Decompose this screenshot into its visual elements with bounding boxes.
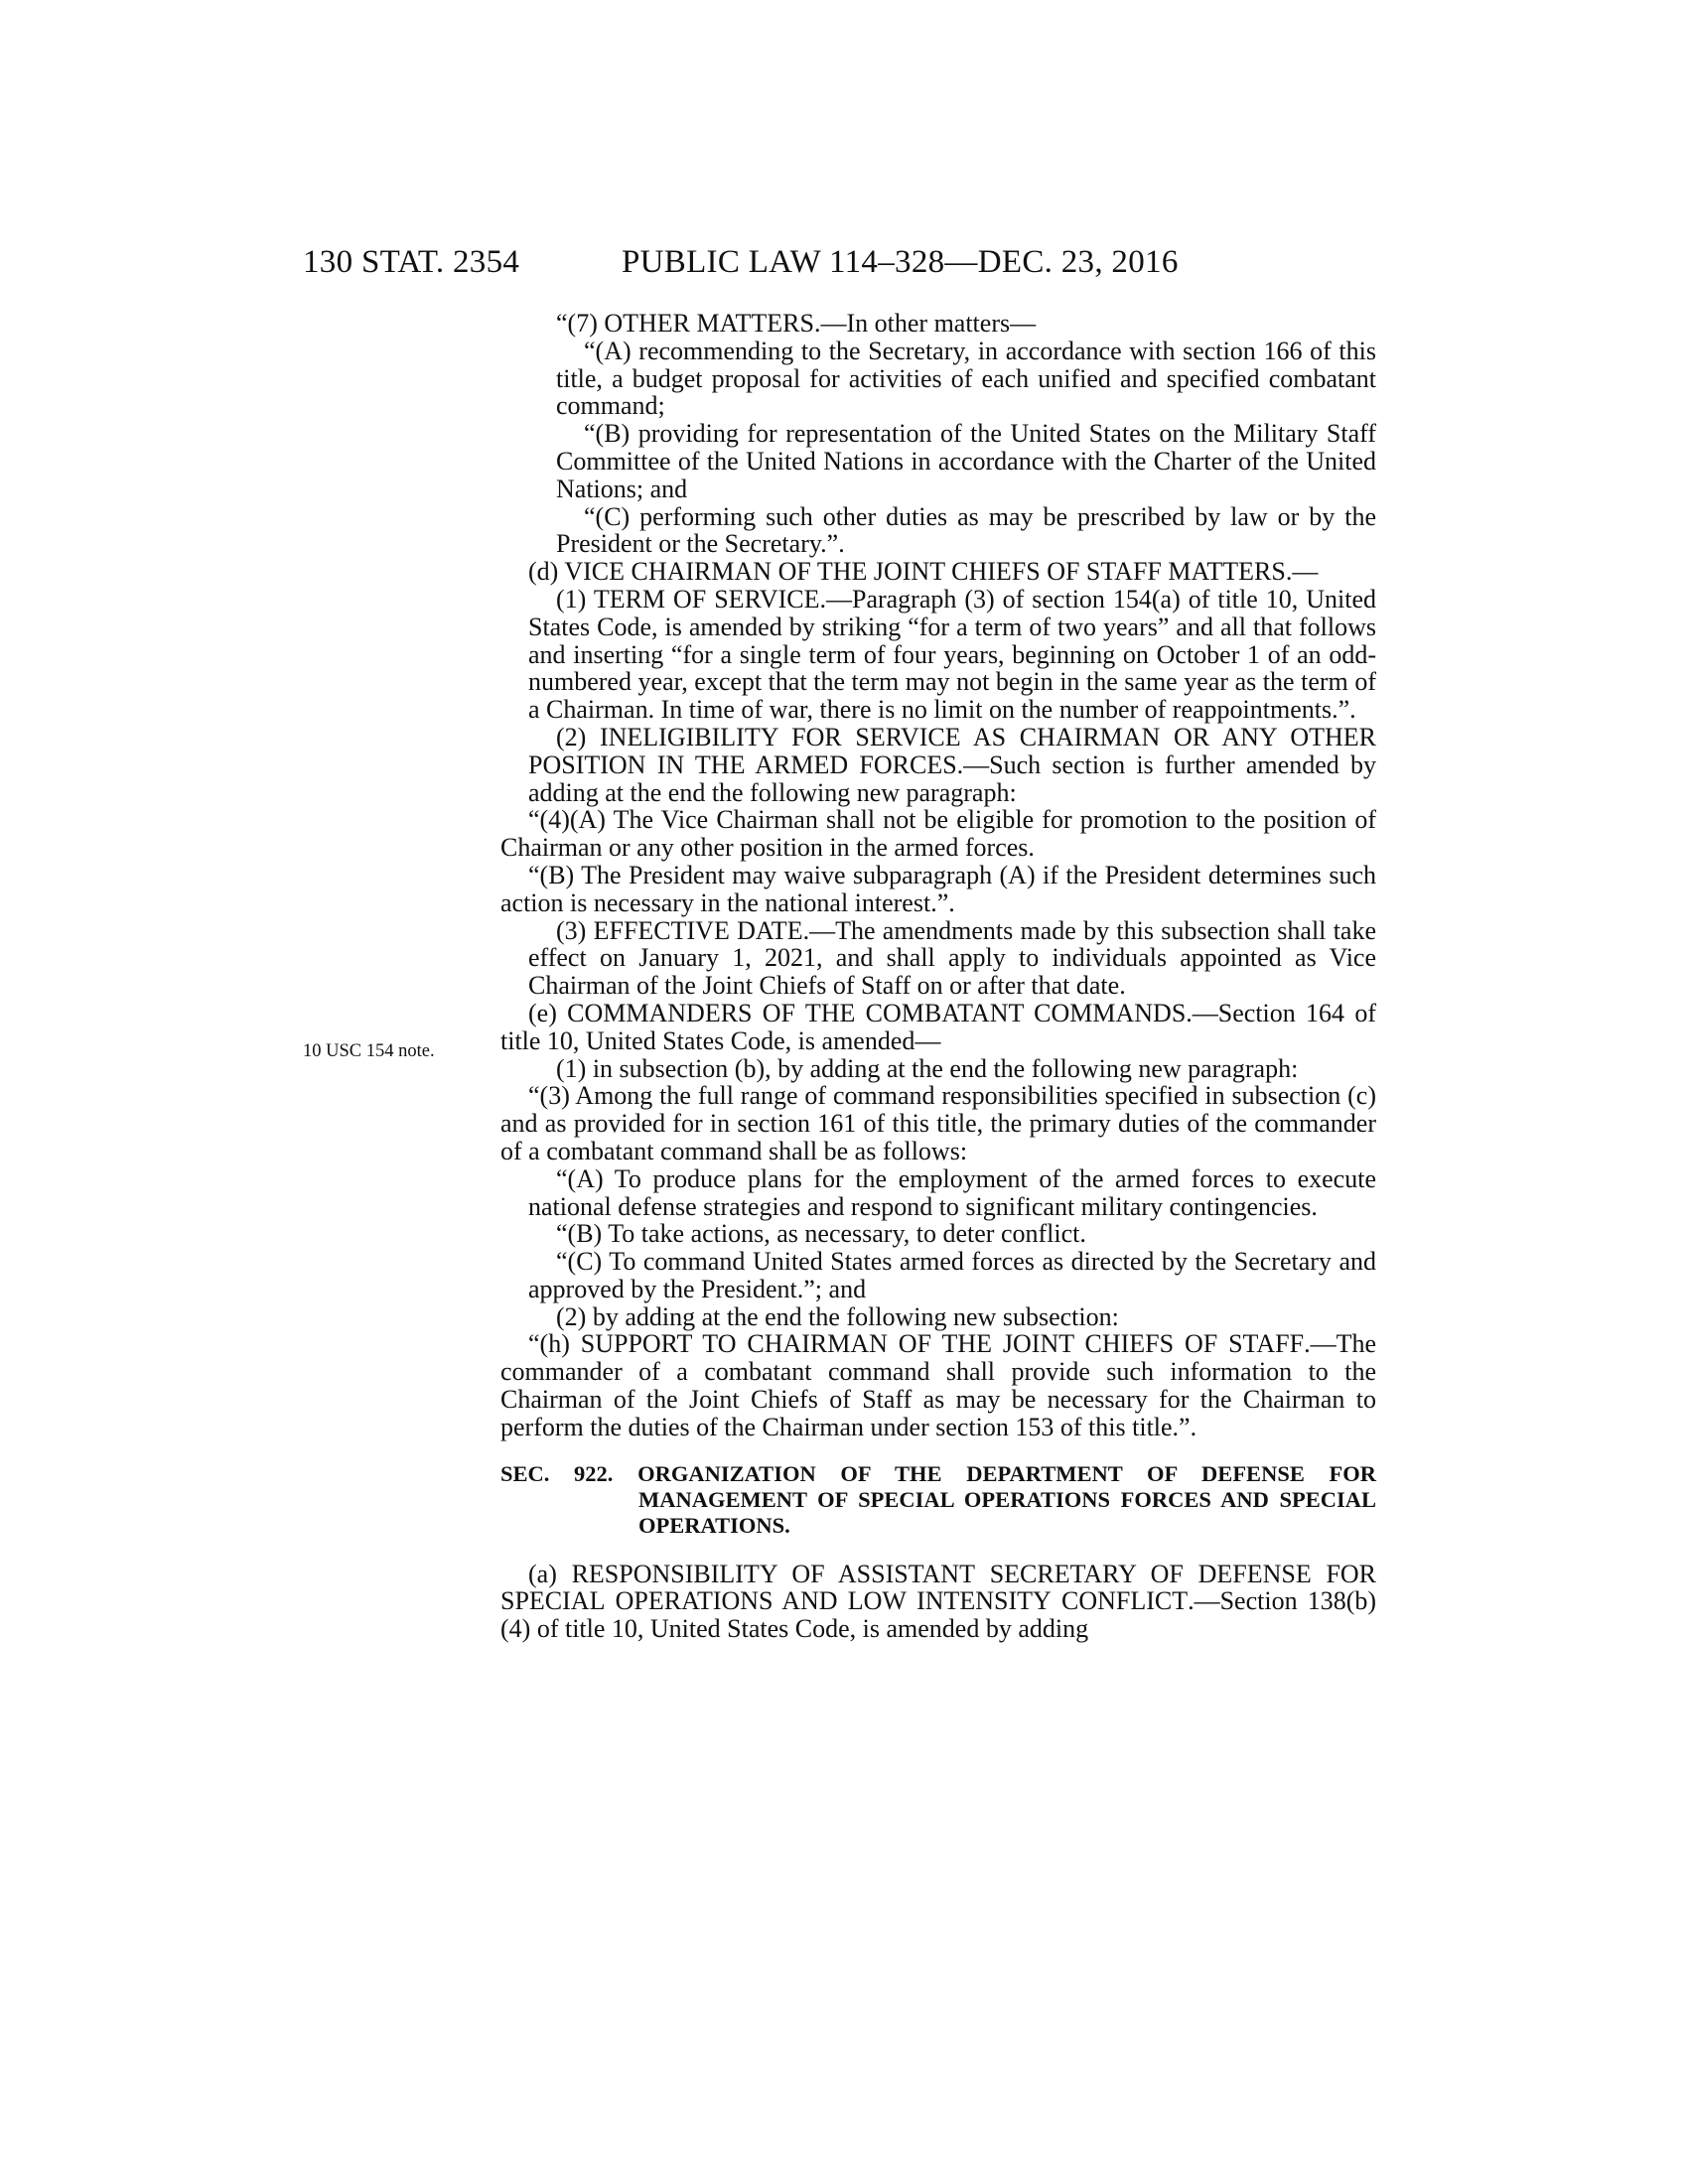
section-922-heading: SEC. 922. ORGANIZATION OF THE DEPARTMENT OF DEFENSE FOR MANAGEMENT OF SPECIAL OPERATIONS FORCES AND SPECIAL OPERATIONS. bbox=[500, 1460, 1376, 1538]
stat-page-number: 130 STAT. 2354 bbox=[303, 244, 520, 280]
paragraph-7-other-matters: “(7) OTHER MATTERS.—In other matters— bbox=[556, 309, 1037, 338]
paragraph-d1-term-of-service: (1) TERM OF SERVICE.—Paragraph (3) of section 154(a) of title 10, United States Code, is amended by striking “for a term of two years” and all that follows and inserting “for a single term of four years, beginning on October 1 of an odd-numbered year, except that the term may not begin in the same year as the term of a Chairman. In time of war, there is no limit on the number of reappointments.”. bbox=[528, 584, 1376, 725]
running-title: PUBLIC LAW 114–328—DEC. 23, 2016 bbox=[622, 244, 1179, 280]
paragraph-e2: (2) by adding at the end the following new subsection: bbox=[556, 1301, 1119, 1331]
subsection-e-commanders: (e) COMMANDERS OF THE COMBATANT COMMANDS.—Section 164 of title 10, United States Code, is amended— bbox=[500, 998, 1376, 1055]
paragraph-7a: “(A) recommending to the Secretary, in accordance with section 166 of this title, a budget proposal for activities of each unified and specified combatant command; bbox=[556, 336, 1376, 421]
paragraph-3b: “(B) To take actions, as necessary, to deter conflict. bbox=[556, 1219, 1086, 1249]
paragraph-d2-ineligibility: (2) INELIGIBILITY FOR SERVICE AS CHAIRMAN OR ANY OTHER POSITION IN THE ARMED FORCES.—Such section is further amended by adding at the end the following new paragraph: bbox=[528, 722, 1376, 807]
subsection-a-responsibility: (a) RESPONSIBILITY OF ASSISTANT SECRETARY OF DEFENSE FOR SPECIAL OPERATIONS AND LOW INTENSITY CONFLICT.—Section 138(b)(4) of title 10, United States Code, is amended by adding bbox=[500, 1559, 1377, 1644]
paragraph-3-primary-duties: “(3) Among the full range of command responsibilities specified in subsection (c) and as provided for in section 161 of this title, the primary duties of the commander of a combatant command shall be as follows: bbox=[500, 1081, 1376, 1165]
paragraph-7c: “(C) performing such other duties as may be prescribed by law or by the President or the Secretary.”. bbox=[556, 501, 1376, 559]
paragraph-e1: (1) in subsection (b), by adding at the end the following new paragraph: bbox=[556, 1053, 1299, 1083]
statute-body bbox=[500, 310, 1376, 1643]
paragraph-7b: “(B) providing for representation of the United States on the Military Staff Committee of the United Nations in accordance with the Charter of the United Nations; and bbox=[556, 419, 1376, 503]
subsection-h-support: “(h) SUPPORT TO CHAIRMAN OF THE JOINT CHIEFS OF STAFF.—The commander of a combatant command shall provide such information to the Chairman of the Joint Chiefs of Staff as may be necessary for the Chairman to perform the duties of the Chairman under section 153 of this title.”. bbox=[500, 1329, 1376, 1441]
subsection-d-heading: (d) VICE CHAIRMAN OF THE JOINT CHIEFS OF STAFF MATTERS.— bbox=[528, 557, 1319, 587]
page-header bbox=[0, 244, 1688, 284]
paragraph-4b-waiver: “(B) The President may waive subparagraph (A) if the President determines such action is necessary in the national interest.”. bbox=[500, 860, 1376, 917]
paragraph-3a: “(A) To produce plans for the employment of the armed forces to execute national defense strategies and respond to significant military contingencies. bbox=[528, 1163, 1376, 1221]
paragraph-3c: “(C) To command United States armed forces as directed by the Secretary and approved by the President.”; and bbox=[528, 1247, 1376, 1303]
paragraph-d3-effective-date: (3) EFFECTIVE DATE.—The amendments made by this subsection shall take effect on January 1, 2021, and shall apply to individuals appointed as Vice Chairman of the Joint Chiefs of Staff on or after that date. bbox=[528, 915, 1377, 1001]
paragraph-4a-vice-chairman: “(4)(A) The Vice Chairman shall not be eligible for promotion to the position of Chairman or any other position in the armed forces. bbox=[500, 805, 1376, 863]
margin-note: 10 USC 154 note. bbox=[303, 1041, 435, 1061]
